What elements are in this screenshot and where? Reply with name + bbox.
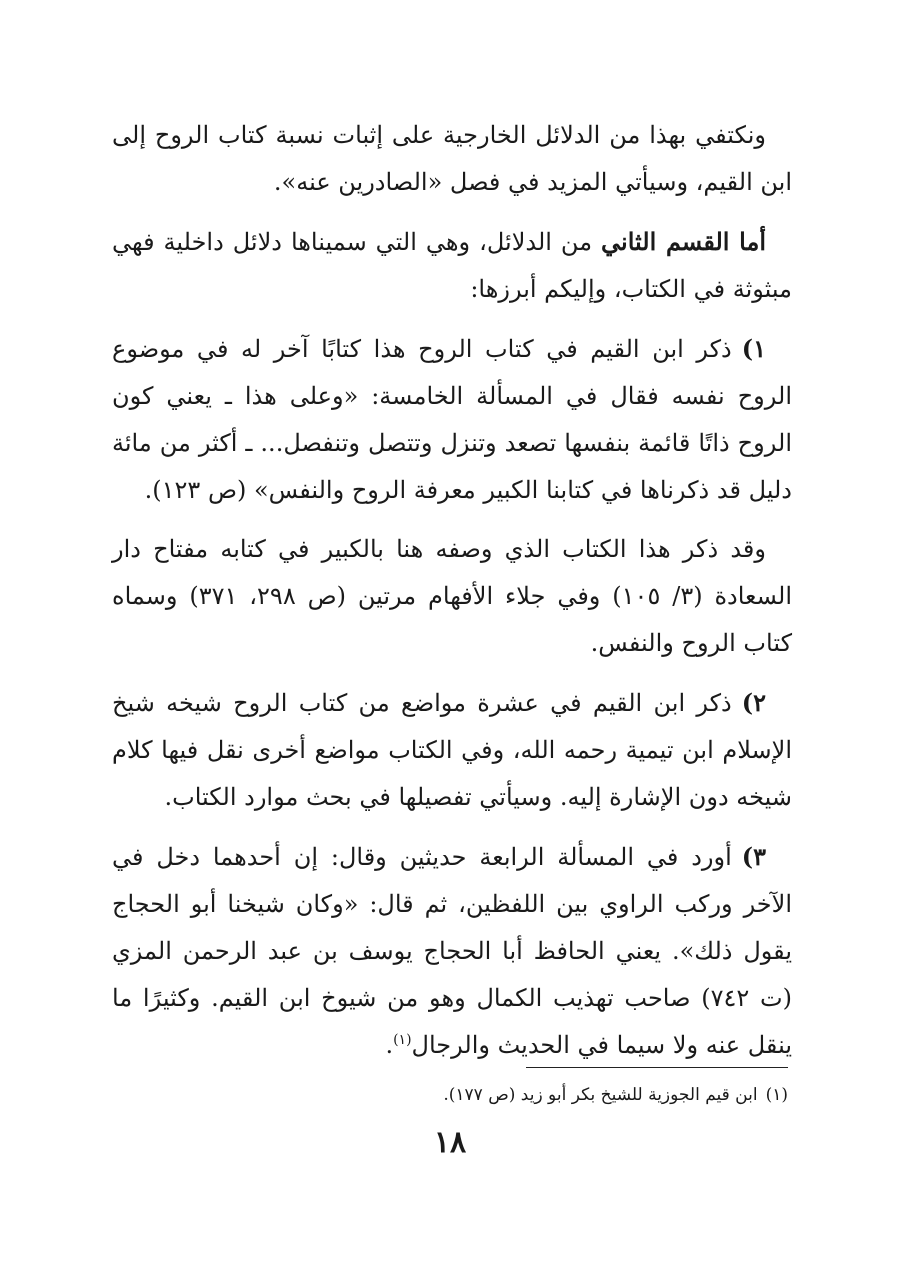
footnote-text: ابن قيم الجوزية للشيخ بكر أبو زيد (ص ١٧٧). bbox=[443, 1085, 758, 1105]
paragraph-internal-evidence bbox=[112, 218, 792, 313]
list-item-1 bbox=[112, 325, 792, 514]
list-item-3 bbox=[112, 833, 792, 1069]
footnote-mark: (١) bbox=[765, 1085, 788, 1105]
list-item-2-text: ذكر ابن القيم في عشرة مواضع من كتاب الروح شيخه شيخ الإسلام ابن تيمية رحمه الله، وفي الكتاب مواضع أخرى نقل فيها كلام شيخه دون الإشارة إليه. وسيأتي تفصيلها في بحث موارد الكتاب. bbox=[112, 689, 792, 811]
list-item-3-text: أورد في المسألة الرابعة حديثين وقال: إن أحدهما دخل في الآخر وركب الراوي بين اللفظين، ثم قال: «وكان شيخنا أبو الحجاج يقول ذلك». يعني الحافظ أبا الحجاج يوسف بن عبد الرحمن المزي (ت ٧٤٢) صاحب تهذيب الكمال وهو من شيوخ ابن القيم. وكثيرًا ما ينقل عنه ولا سيما في الحديث والرجال bbox=[112, 843, 792, 1059]
list-item-2-number: ٢) bbox=[741, 688, 766, 717]
page-number: ١٨ bbox=[433, 1125, 467, 1160]
list-item-1-number: ١) bbox=[741, 334, 766, 363]
list-item-3-number: ٣) bbox=[741, 842, 766, 871]
footnote-divider bbox=[526, 1067, 788, 1068]
paragraph-external-evidence: ونكتفي بهذا من الدلائل الخارجية على إثبات نسبة كتاب الروح إلى ابن القيم، وسيأتي المزيد في فصل «الصادرين عنه». bbox=[112, 121, 792, 196]
paragraph-internal-evidence-text: من الدلائل، وهي التي سميناها دلائل داخلية فهي مبثوثة في الكتاب، وإليكم أبرزها: bbox=[112, 228, 792, 303]
footnote bbox=[108, 1082, 788, 1108]
section-lead: أما القسم الثاني bbox=[601, 227, 766, 256]
list-item-1-text: ذكر ابن القيم في كتاب الروح هذا كتابًا آخر له في موضوع الروح نفسه فقال في المسألة الخامسة: «وعلى هذا ـ يعني كون الروح ذاتًا قائمة بنفسها تصعد وتنزل وتتصل وتنفصل... ـ أكثر من مائة دليل قد ذكرناها في كتابنا الكبير معرفة الروح والنفس» (ص ١٢٣). bbox=[112, 335, 792, 504]
list-item-2 bbox=[112, 679, 792, 821]
page-body bbox=[112, 112, 792, 1081]
paragraph-kitab-mention: وقد ذكر هذا الكتاب الذي وصفه هنا بالكبير في كتابه مفتاح دار السعادة (٣/ ١٠٥) وفي جلاء الأفهام مرتين (ص ٢٩٨، ٣٧١) وسماه كتاب الروح والنفس. bbox=[112, 535, 793, 657]
list-item-3-end: . bbox=[385, 1031, 394, 1059]
footnote-reference[interactable]: (١) bbox=[393, 1032, 412, 1048]
